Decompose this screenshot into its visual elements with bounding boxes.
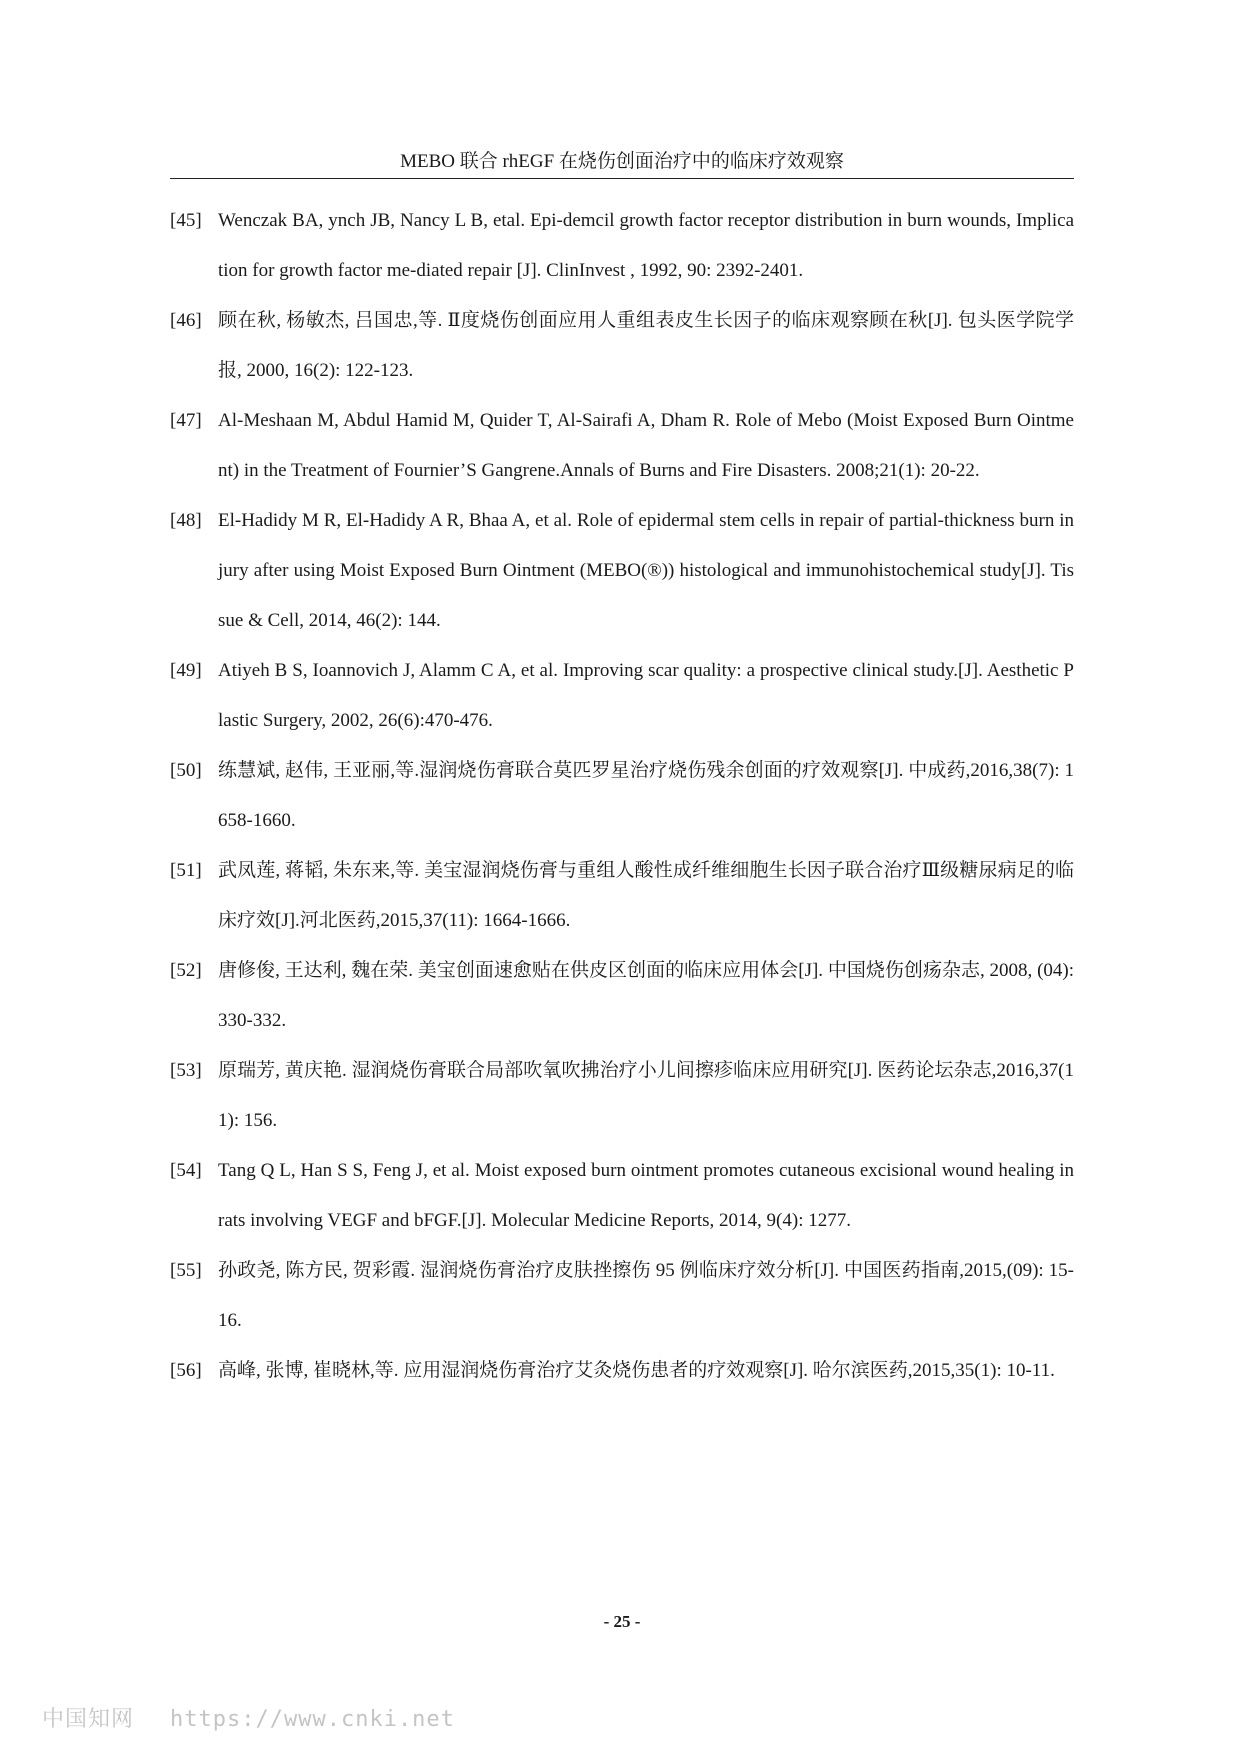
- reference-item: [170, 1246, 1074, 1346]
- reference-text: 原瑞芳, 黄庆艳. 湿润烧伤膏联合局部吹氧吹拂治疗小儿间擦疹临床应用研究[J]. 医药论坛杂志,2016,37(11): 156.: [218, 1060, 1074, 1131]
- reference-text: 武凤莲, 蒋韬, 朱东来,等. 美宝湿润烧伤膏与重组人酸性成纤维细胞生长因子联合治疗Ⅲ级糖尿病足的临床疗效[J].河北医药,2015,37(11): 1664-1666.: [218, 860, 1074, 931]
- reference-text: 孙政尧, 陈方民, 贺彩霞. 湿润烧伤膏治疗皮肤挫擦伤 95 例临床疗效分析[J]. 中国医药指南,2015,(09): 15-16.: [218, 1260, 1074, 1331]
- running-header: MEBO 联合 rhEGF 在烧伤创面治疗中的临床疗效观察: [400, 151, 844, 172]
- reference-item: [170, 646, 1074, 746]
- reference-item: [170, 496, 1074, 646]
- reference-number: [55]: [170, 1260, 202, 1281]
- reference-text: 唐修俊, 王达利, 魏在荣. 美宝创面速愈贴在供皮区创面的临床应用体会[J]. 中国烧伤创疡杂志, 2008, (04): 330-332.: [218, 960, 1074, 1031]
- reference-number: [54]: [170, 1160, 202, 1181]
- reference-text: 顾在秋, 杨敏杰, 吕国忠,等. Ⅱ度烧伤创面应用人重组表皮生长因子的临床观察顾在秋[J]. 包头医学院学报, 2000, 16(2): 122-123.: [218, 310, 1074, 381]
- reference-text: Al-Meshaan M, Abdul Hamid M, Quider T, Al-Sairafi A, Dham R. Role of Mebo (Moist Exposed Burn Ointment) in the Treatment of Fournier’S Gangrene.Annals of Burns and Fire Disasters. 2008;21(1): 20-22.: [218, 410, 1074, 481]
- header-rule: [170, 178, 1074, 179]
- reference-text: 练慧斌, 赵伟, 王亚丽,等.湿润烧伤膏联合莫匹罗星治疗烧伤残余创面的疗效观察[J]. 中成药,2016,38(7): 1658-1660.: [218, 760, 1074, 831]
- reference-number: [46]: [170, 310, 202, 331]
- reference-list: [170, 196, 1074, 1396]
- reference-number: [50]: [170, 760, 202, 781]
- page-number: - 25 -: [603, 1612, 641, 1631]
- reference-text: Atiyeh B S, Ioannovich J, Alamm C A, et al. Improving scar quality: a prospective clinical study.[J]. Aesthetic Plastic Surgery, 2002, 26(6):470-476.: [218, 660, 1074, 731]
- reference-number: [51]: [170, 860, 202, 881]
- reference-item: [170, 746, 1074, 846]
- reference-text: El-Hadidy M R, El-Hadidy A R, Bhaa A, et al. Role of epidermal stem cells in repair of partial-thickness burn injury after using Moist Exposed Burn Ointment (MEBO(®)) histological and immunohistochemical study[J]. Tissue & Cell, 2014, 46(2): 144.: [218, 510, 1074, 631]
- reference-item: [170, 946, 1074, 1046]
- reference-text: 高峰, 张博, 崔晓林,等. 应用湿润烧伤膏治疗艾灸烧伤患者的疗效观察[J]. 哈尔滨医药,2015,35(1): 10-11.: [218, 1360, 1055, 1381]
- reference-number: [47]: [170, 410, 202, 431]
- cnki-watermark: [42, 1702, 455, 1733]
- reference-item: [170, 846, 1074, 946]
- watermark-logo: 中国知网: [42, 1707, 135, 1732]
- watermark-url: https://www.cnki.net: [170, 1707, 455, 1732]
- reference-item: [170, 196, 1074, 296]
- reference-item: [170, 1146, 1074, 1246]
- reference-item: [170, 1046, 1074, 1146]
- reference-item: [170, 396, 1074, 496]
- reference-number: [52]: [170, 960, 202, 981]
- reference-number: [45]: [170, 210, 202, 231]
- reference-text: Tang Q L, Han S S, Feng J, et al. Moist exposed burn ointment promotes cutaneous excisional wound healing in rats involving VEGF and bFGF.[J]. Molecular Medicine Reports, 2014, 9(4): 1277.: [218, 1160, 1074, 1231]
- reference-text: Wenczak BA, ynch JB, Nancy L B, etal. Epi-demcil growth factor receptor distribution in burn wounds, Implication for growth factor me-diated repair [J]. ClinInvest , 1992, 90: 2392-2401.: [218, 210, 1074, 281]
- reference-number: [49]: [170, 660, 202, 681]
- reference-item: [170, 296, 1074, 396]
- reference-number: [56]: [170, 1360, 202, 1381]
- reference-number: [53]: [170, 1060, 202, 1081]
- reference-number: [48]: [170, 510, 202, 531]
- reference-item: [170, 1346, 1074, 1396]
